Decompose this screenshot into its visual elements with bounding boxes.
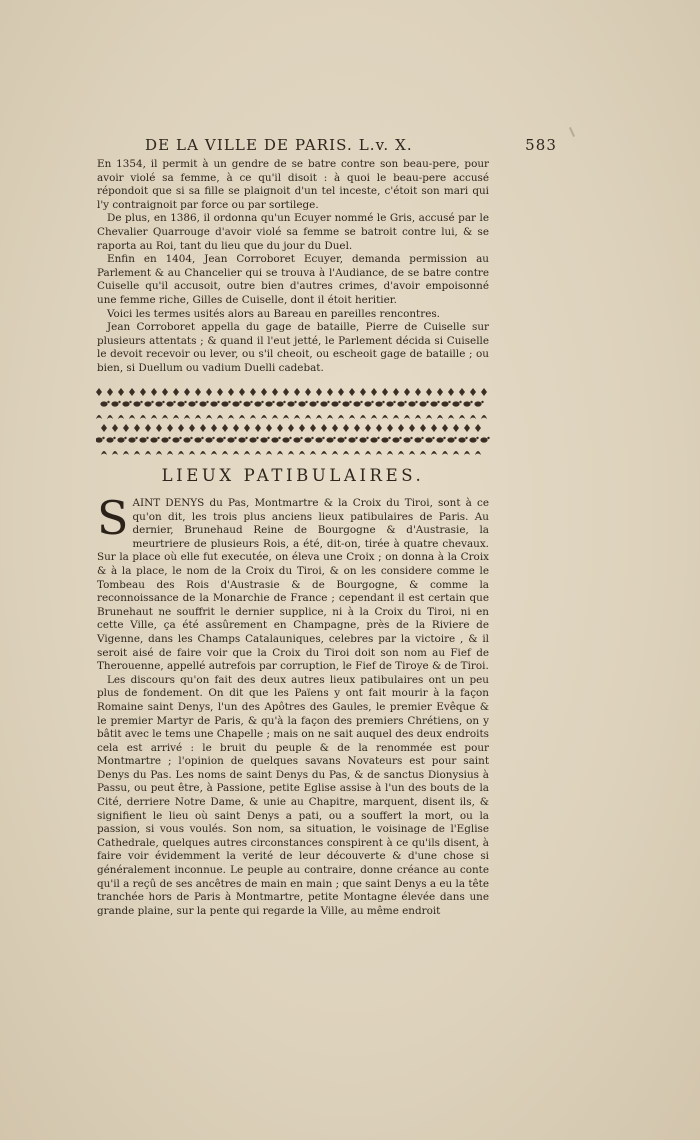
fleuron-mark bbox=[260, 437, 269, 443]
fleuron-mark bbox=[480, 437, 489, 443]
fleuron-mark bbox=[420, 424, 426, 432]
fleuron-mark bbox=[106, 437, 115, 443]
fleuron-mark bbox=[161, 437, 170, 443]
fleuron-mark bbox=[469, 437, 478, 443]
fleuron-mark bbox=[371, 415, 377, 419]
fleuron-mark bbox=[293, 437, 302, 443]
fleuron-mark bbox=[299, 451, 305, 455]
fleuron-mark bbox=[145, 451, 151, 455]
fleuron-mark bbox=[272, 388, 278, 396]
fleuron-mark bbox=[338, 388, 344, 396]
fleuron-mark bbox=[349, 388, 355, 396]
fleuron-mark bbox=[167, 424, 173, 432]
main-text-block bbox=[97, 491, 489, 918]
fleuron-mark bbox=[382, 415, 388, 419]
fleuron-mark bbox=[321, 451, 327, 455]
fleuron-mark bbox=[364, 401, 373, 407]
fleuron-mark bbox=[359, 437, 368, 443]
fleuron-mark bbox=[316, 415, 322, 419]
page-number: 583 bbox=[525, 136, 557, 154]
fleuron-mark bbox=[327, 388, 333, 396]
fleuron-mark bbox=[184, 388, 190, 396]
fleuron-mark bbox=[353, 401, 362, 407]
fleuron-mark bbox=[272, 415, 278, 419]
fleuron-mark bbox=[162, 388, 168, 396]
fleuron-mark bbox=[227, 437, 236, 443]
fleuron-mark bbox=[166, 401, 175, 407]
fleuron-mark bbox=[393, 388, 399, 396]
fleuron-mark bbox=[233, 424, 239, 432]
fleuron-mark bbox=[458, 437, 467, 443]
fleuron-mark bbox=[464, 424, 470, 432]
fleuron-mark bbox=[315, 437, 324, 443]
fleuron-mark bbox=[173, 415, 179, 419]
fleuron-mark bbox=[189, 451, 195, 455]
fleuron-mark bbox=[261, 388, 267, 396]
fleuron-mark bbox=[376, 424, 382, 432]
fleuron-mark bbox=[437, 388, 443, 396]
fleuron-mark bbox=[393, 415, 399, 419]
fleuron-mark bbox=[360, 415, 366, 419]
fleuron-mark bbox=[244, 451, 250, 455]
fleuron-mark bbox=[188, 401, 197, 407]
fleuron-mark bbox=[282, 437, 291, 443]
fleuron-mark bbox=[481, 415, 487, 419]
fleuron-mark bbox=[265, 401, 274, 407]
fleuron-mark bbox=[464, 451, 470, 455]
fleuron-mark bbox=[453, 424, 459, 432]
fleuron-mark bbox=[156, 424, 162, 432]
fleuron-mark bbox=[276, 401, 285, 407]
fleuron-mark bbox=[332, 424, 338, 432]
fleuron-mark bbox=[254, 401, 263, 407]
fleuron-mark bbox=[255, 451, 261, 455]
fleuron-mark bbox=[239, 415, 245, 419]
fleuron-mark bbox=[129, 415, 135, 419]
fleuron-mark bbox=[173, 388, 179, 396]
fleuron-mark bbox=[217, 415, 223, 419]
fleuron-mark bbox=[381, 437, 390, 443]
fleuron-mark bbox=[459, 388, 465, 396]
fleuron-mark bbox=[216, 437, 225, 443]
fleuron-mark bbox=[239, 388, 245, 396]
fleuron-mark bbox=[134, 451, 140, 455]
fleuron-mark bbox=[117, 437, 126, 443]
paragraph-saint-denys: AINT DENYS du Pas, Montmartre & la Croix du Tiroi, sont à ce qu'on dit, les trois plus anciens lieux patibulaires de Paris. Au dernier, Brunehaud Reine de Bourgogne & d'Austrasie, la meurtriere de plusieurs Rois, a été, dit-on, tirée à quatre chevaux. Sur la place où elle fut executée, on éleva une Croix ; on donna à la Croix & à la place, le nom de la Croix du Tiroi, & on les considere comme le Tombeau des Rois d'Austrasie & de Bourgogne, & comme la reconnoissance de la Monarchie de France ; cependant il est certain que Brunehaut ne souffrit le dernier supplice, ni à la Croix du Tiroi, ni en cette Ville, ça été assûrement en Champagne, près de la Riviere de Vigenne, dans les Champs Catalauniques, celebres par la victoire , & il seroit aisé de faire voir que la Croix du Tiroi doit son nom au Fief de Therouenne, appellé autrefois par corruption, le Fief de Tiroye & de Tiroi. bbox=[97, 497, 489, 673]
fleuron-mark bbox=[298, 401, 307, 407]
paragraph-gage: Jean Corroboret appella du gage de bataille, Pierre de Cuiselle sur plusieurs attentats ; & quand il l'eut jetté, le Parlement décida si Cuiselle le devoit recevoir ou lever, ou s'il cheoit, ou escheoit gage de bataille ; ou bien, si Duellum ou vadium Duelli cadebat. bbox=[97, 321, 489, 374]
fleuron-mark bbox=[370, 437, 379, 443]
fleuron-mark bbox=[118, 415, 124, 419]
fleuron-mark bbox=[255, 424, 261, 432]
fleuron-mark bbox=[210, 401, 219, 407]
fleuron-mark bbox=[305, 415, 311, 419]
fleuron-mark bbox=[128, 437, 137, 443]
fleuron-mark bbox=[167, 451, 173, 455]
fleuron-mark bbox=[452, 401, 461, 407]
drop-cap: S bbox=[97, 491, 129, 545]
running-head: DE LA VILLE DE PARIS. L.v. X. bbox=[145, 136, 413, 154]
fleuron-mark bbox=[442, 451, 448, 455]
paragraph-1404: Enfin en 1404, Jean Corroboret Ecuyer, demanda permission au Parlement & au Chancelier qui se trouva à l'Audiance, de se batre contre Cuiselle qu'il accusoit, outre bien d'autres crimes, d'avoir empoisonné une femme riche, Gilles de Cuiselle, dont il étoit heritier. bbox=[97, 253, 489, 306]
fleuron-mark bbox=[177, 401, 186, 407]
fleuron-mark bbox=[365, 451, 371, 455]
fleuron-mark bbox=[101, 451, 107, 455]
fleuron-mark bbox=[365, 424, 371, 432]
fleuron-mark bbox=[430, 401, 439, 407]
paragraph-1386: De plus, en 1386, il ordonna qu'un Ecuyer nommé le Gris, accusé par le Chevalier Quarrouge d'avoir violé sa femme se batroit contre lui, & se raporta au Roi, tant du lieu que du jour du Duel. bbox=[97, 212, 489, 252]
fleuron-mark bbox=[107, 415, 113, 419]
fleuron-mark bbox=[134, 424, 140, 432]
fleuron-mark bbox=[222, 451, 228, 455]
fleuron-mark bbox=[178, 424, 184, 432]
fleuron-mark bbox=[392, 437, 401, 443]
fleuron-mark bbox=[288, 424, 294, 432]
fleuron-mark bbox=[360, 388, 366, 396]
fleuron-mark bbox=[305, 388, 311, 396]
fleuron-mark bbox=[343, 424, 349, 432]
fleuron-mark bbox=[337, 437, 346, 443]
fleuron-mark bbox=[310, 424, 316, 432]
fleuron-mark bbox=[331, 401, 340, 407]
fleuron-mark bbox=[151, 415, 157, 419]
fleuron-mark bbox=[343, 451, 349, 455]
fleuron-mark bbox=[232, 401, 241, 407]
fleuron-mark bbox=[123, 424, 129, 432]
fleuron-mark bbox=[448, 388, 454, 396]
fleuron-mark bbox=[408, 401, 417, 407]
section-title: LIEUX PATIBULAIRES. bbox=[161, 466, 425, 485]
fleuron-mark bbox=[321, 424, 327, 432]
fleuron-mark bbox=[283, 415, 289, 419]
fleuron-mark bbox=[426, 388, 432, 396]
fleuron-mark bbox=[441, 401, 450, 407]
fleuron-mark bbox=[266, 424, 272, 432]
page-mark bbox=[569, 127, 575, 137]
paragraph-termes: Voici les termes usités alors au Bareau en pareilles rencontres. bbox=[107, 307, 440, 320]
fleuron-mark bbox=[199, 401, 208, 407]
fleuron-mark bbox=[111, 401, 120, 407]
fleuron-mark bbox=[470, 388, 476, 396]
fleuron-mark bbox=[96, 388, 102, 396]
fleuron-mark bbox=[327, 415, 333, 419]
fleuron-mark bbox=[470, 415, 476, 419]
fleuron-mark bbox=[475, 424, 481, 432]
fleuron-mark bbox=[448, 415, 454, 419]
fleuron-mark bbox=[320, 401, 329, 407]
fleuron-mark bbox=[243, 401, 252, 407]
fleuron-mark bbox=[403, 437, 412, 443]
fleuron-mark bbox=[415, 388, 421, 396]
fleuron-mark bbox=[228, 415, 234, 419]
fleuron-mark bbox=[283, 388, 289, 396]
fleuron-mark bbox=[133, 401, 142, 407]
top-text-block bbox=[97, 158, 489, 376]
fleuron-mark bbox=[178, 451, 184, 455]
fleuron-mark bbox=[112, 424, 118, 432]
fleuron-mark bbox=[386, 401, 395, 407]
fleuron-mark bbox=[338, 415, 344, 419]
fleuron-mark bbox=[249, 437, 258, 443]
fleuron-mark bbox=[299, 424, 305, 432]
fleuron-mark bbox=[288, 451, 294, 455]
fleuron-mark bbox=[205, 437, 214, 443]
paragraph-1354: En 1354, il permit à un gendre de se batre contre son beau-pere, pour avoir violé sa femme, à ce qu'il disoit : à quoi le beau-pere accusé répondoit que si sa fille se plaignoit d'un tel inceste, c'étoit son mari qui l'y contraignoit par force ou par sortilege. bbox=[97, 158, 489, 211]
fleuron-mark bbox=[200, 451, 206, 455]
fleuron-mark bbox=[294, 388, 300, 396]
fleuron-mark bbox=[431, 451, 437, 455]
fleuron-mark bbox=[425, 437, 434, 443]
fleuron-mark bbox=[221, 401, 230, 407]
fleuron-mark bbox=[387, 451, 393, 455]
fleuron-mark bbox=[404, 388, 410, 396]
fleuron-mark bbox=[475, 451, 481, 455]
fleuron-mark bbox=[404, 415, 410, 419]
fleuron-mark bbox=[172, 437, 181, 443]
fleuron-mark bbox=[244, 424, 250, 432]
fleuron-mark bbox=[211, 451, 217, 455]
fleuron-mark bbox=[107, 388, 113, 396]
fleuron-mark bbox=[436, 437, 445, 443]
fleuron-mark bbox=[233, 451, 239, 455]
fleuron-mark bbox=[139, 437, 148, 443]
fleuron-mark bbox=[217, 388, 223, 396]
fleuron-mark bbox=[348, 437, 357, 443]
fleuron-mark bbox=[398, 424, 404, 432]
fleuron-mark bbox=[437, 415, 443, 419]
fleuron-mark bbox=[222, 424, 228, 432]
fleuron-mark bbox=[409, 451, 415, 455]
fleuron-mark bbox=[189, 424, 195, 432]
fleuron-mark bbox=[419, 401, 428, 407]
fleuron-mark bbox=[481, 388, 487, 396]
fleuron-mark bbox=[206, 415, 212, 419]
fleuron-mark bbox=[431, 424, 437, 432]
fleuron-mark bbox=[96, 415, 102, 419]
fleuron-mark bbox=[250, 388, 256, 396]
fleuron-mark bbox=[463, 401, 472, 407]
fleuron-mark bbox=[151, 388, 157, 396]
fleuron-mark bbox=[155, 401, 164, 407]
fleuron-mark bbox=[447, 437, 456, 443]
fleuron-mark bbox=[376, 451, 382, 455]
fleuron-mark bbox=[200, 424, 206, 432]
fleuron-mark bbox=[414, 437, 423, 443]
fleuron-mark bbox=[409, 424, 415, 432]
fleuron-mark bbox=[206, 388, 212, 396]
ornament-band bbox=[96, 386, 490, 458]
fleuron-mark bbox=[145, 424, 151, 432]
paragraph-discours: Les discours qu'on fait des deux autres lieux patibulaires ont un peu plus de fondement. On dit que les Païens y ont fait mourir à la façon Romaine saint Denys, l'un des Apôtres des Gaules, le premier Evêque & le premier Martyr de Paris, & qu'à la façon des premiers Chrétiens, on y bâtit avec le tems une Chapelle ; mais on ne sait auquel des deux endroits cela est arrivé : le bruit du peuple & de la renommée est pour Montmartre ; l'opinion de quelques savans Novateurs est pour saint Denys du Pas. Les noms de saint Denys du Pas, & de sanctus Dionysius à Passu, ou peut être, à Passione, petite Eglise assise à l'un des bouts de la Cité, derriere Notre Dame, & unie au Chapitre, marquent, disent ils, & signifient le lieu où saint Denys a pati, ou a souffert la mort, ou la passion, si vous voulés. Son nom, sa situation, le voisinage de l'Eglise Cathedrale, quelques autres circonstances conspirent à ce qu'ils disent, à faire voir évidemment la verité de leur découverte & d'une chose si généralement inconnue. Le peuple au contraire, donne créance au conte qu'il a reçû de ses ancêtres de main en main ; que saint Denys a eu la tête tranchée hors de Paris à Montmartre, petite Montagne élevée dans une grande plaine, sur la pente qui regarde la Ville, au même endroit bbox=[97, 673, 489, 917]
fleuron-mark bbox=[294, 415, 300, 419]
fleuron-mark bbox=[354, 451, 360, 455]
fleuron-mark bbox=[349, 415, 355, 419]
fleuron-mark bbox=[183, 437, 192, 443]
fleuron-mark bbox=[459, 415, 465, 419]
fleuron-mark bbox=[342, 401, 351, 407]
fleuron-mark bbox=[309, 401, 318, 407]
fleuron-mark bbox=[271, 437, 280, 443]
fleuron-mark bbox=[140, 415, 146, 419]
fleuron-mark bbox=[96, 437, 105, 443]
fleuron-mark bbox=[332, 451, 338, 455]
fleuron-mark bbox=[266, 451, 272, 455]
fleuron-mark bbox=[375, 401, 384, 407]
fleuron-mark bbox=[474, 401, 483, 407]
fleuron-mark bbox=[195, 388, 201, 396]
fleuron-mark bbox=[228, 388, 234, 396]
fleuron-mark bbox=[101, 424, 107, 432]
fleuron-mark bbox=[420, 451, 426, 455]
fleuron-mark bbox=[150, 437, 159, 443]
fleuron-mark bbox=[304, 437, 313, 443]
fleuron-mark bbox=[123, 451, 129, 455]
fleuron-mark bbox=[287, 401, 296, 407]
fleuron-mark bbox=[194, 437, 203, 443]
fleuron-mark bbox=[129, 388, 135, 396]
fleuron-mark bbox=[398, 451, 404, 455]
fleuron-mark bbox=[453, 451, 459, 455]
fleuron-mark bbox=[426, 415, 432, 419]
fleuron-mark bbox=[387, 424, 393, 432]
fleuron-mark bbox=[397, 401, 406, 407]
fleuron-mark bbox=[261, 415, 267, 419]
fleuron-mark bbox=[195, 415, 201, 419]
fleuron-mark bbox=[250, 415, 256, 419]
fleuron-mark bbox=[371, 388, 377, 396]
fleuron-mark bbox=[162, 415, 168, 419]
fleuron-mark bbox=[118, 388, 124, 396]
page-header bbox=[145, 136, 557, 156]
fleuron-mark bbox=[122, 401, 131, 407]
fleuron-mark bbox=[100, 401, 109, 407]
fleuron-mark bbox=[156, 451, 162, 455]
fleuron-mark bbox=[140, 388, 146, 396]
fleuron-mark bbox=[316, 388, 322, 396]
fleuron-mark bbox=[238, 437, 247, 443]
fleuron-mark bbox=[277, 451, 283, 455]
fleuron-mark bbox=[326, 437, 335, 443]
fleuron-mark bbox=[442, 424, 448, 432]
fleuron-mark bbox=[112, 451, 118, 455]
fleuron-mark bbox=[277, 424, 283, 432]
fleuron-mark bbox=[354, 424, 360, 432]
fleuron-mark bbox=[211, 424, 217, 432]
fleuron-mark bbox=[184, 415, 190, 419]
fleuron-mark bbox=[310, 451, 316, 455]
fleuron-mark bbox=[415, 415, 421, 419]
fleuron-mark bbox=[144, 401, 153, 407]
fleuron-mark bbox=[382, 388, 388, 396]
